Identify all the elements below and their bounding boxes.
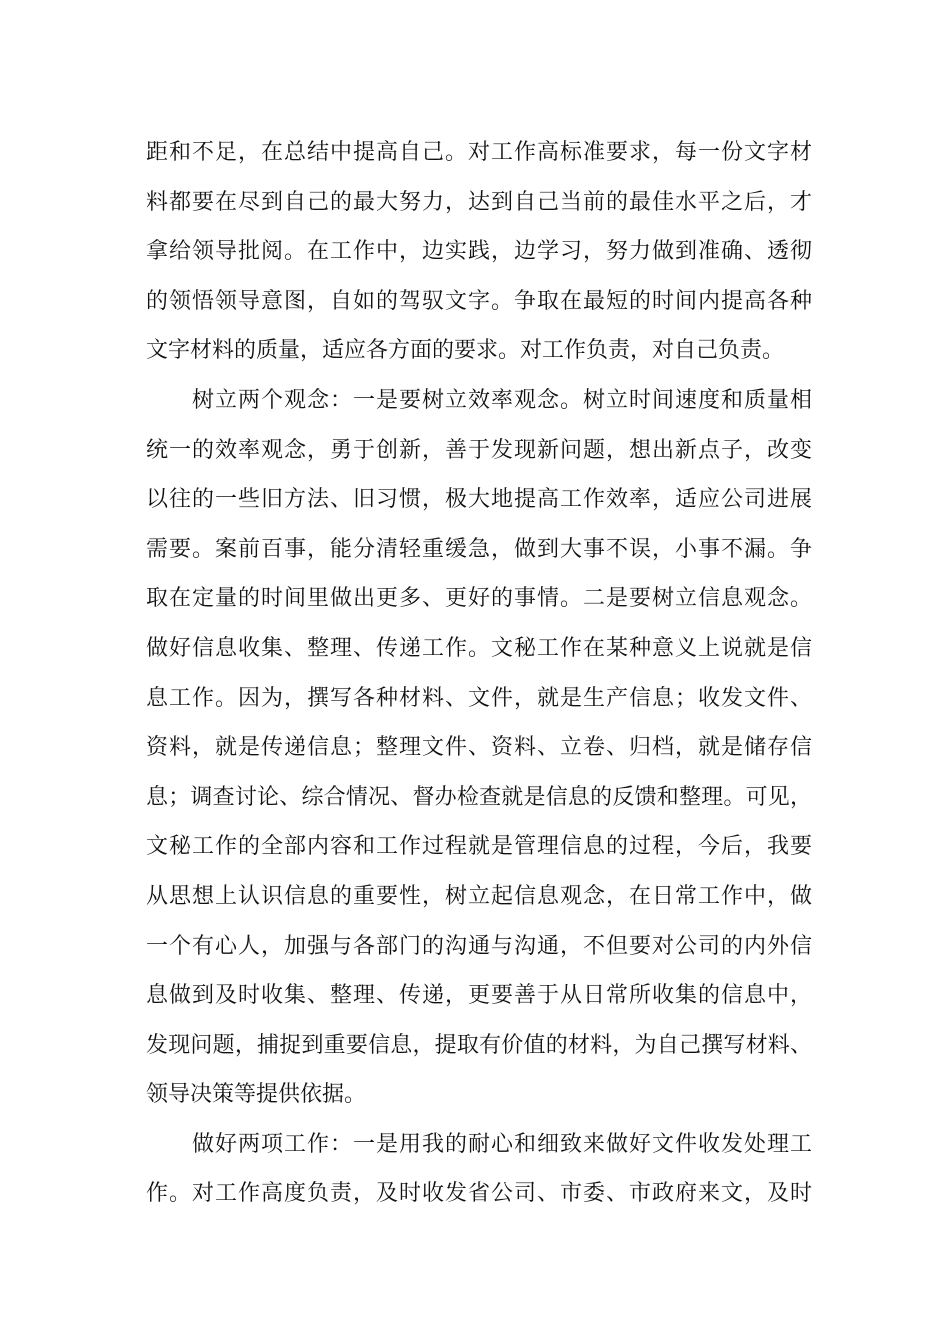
text-line: 距和不足，在总结中提高自己。对工作高标准要求，每一份文字材 bbox=[146, 140, 812, 165]
text-line: 树立两个观念：一是要树立效率观念。树立时间速度和质量相 bbox=[192, 387, 812, 413]
text-line: 料都要在尽到自己的最大努力，达到自己当前的最佳水平之后，才 bbox=[146, 189, 812, 215]
text-line: 文秘工作的全部内容和工作过程就是管理信息的过程，今后，我要 bbox=[146, 834, 812, 860]
text-line: 领导决策等提供依据。 bbox=[146, 1082, 367, 1108]
text-line: 一个有心人，加强与各部门的沟通与沟通，不但要对公司的内外信 bbox=[146, 933, 812, 959]
text-line: 做好两项工作：一是用我的耐心和细致来做好文件收发处理工 bbox=[192, 1131, 812, 1157]
text-line: 从思想上认识信息的重要性，树立起信息观念，在日常工作中，做 bbox=[146, 883, 812, 909]
text-line: 做好信息收集、整理、传递工作。文秘工作在某种意义上说就是信 bbox=[146, 635, 812, 661]
text-line: 资料，就是传递信息；整理文件、资料、立卷、归档，就是储存信 bbox=[146, 735, 812, 761]
text-line: 文字材料的质量，适应各方面的要求。对工作负责，对自己负责。 bbox=[146, 338, 785, 364]
text-line: 取在定量的时间里做出更多、更好的事情。二是要树立信息观念。 bbox=[146, 586, 812, 612]
text-line: 息；调查讨论、综合情况、督办检查就是信息的反馈和整理。可见， bbox=[146, 784, 812, 810]
text-line: 拿给领导批阅。在工作中，边实践，边学习，努力做到准确、透彻 bbox=[146, 239, 812, 265]
text-line: 息做到及时收集、整理、传递，更要善于从日常所收集的信息中， bbox=[146, 983, 812, 1009]
text-line: 发现问题，捕捉到重要信息，提取有价值的材料，为自己撰写材料、 bbox=[146, 1032, 812, 1058]
document-body bbox=[146, 128, 812, 1219]
text-line: 以往的一些旧方法、旧习惯，极大地提高工作效率，适应公司进展 bbox=[146, 487, 812, 513]
text-line: 息工作。因为，撰写各种材料、文件，就是生产信息；收发文件、 bbox=[146, 685, 812, 711]
text-line: 作。对工作高度负责，及时收发省公司、市委、市政府来文，及时 bbox=[146, 1181, 812, 1207]
text-line: 统一的效率观念，勇于创新，善于发现新问题，想出新点子，改变 bbox=[146, 437, 812, 463]
text-line: 的领悟领导意图，自如的驾驭文字。争取在最短的时间内提高各种 bbox=[146, 288, 812, 314]
text-line: 需要。案前百事，能分清轻重缓急，做到大事不误，小事不漏。争 bbox=[146, 536, 812, 562]
